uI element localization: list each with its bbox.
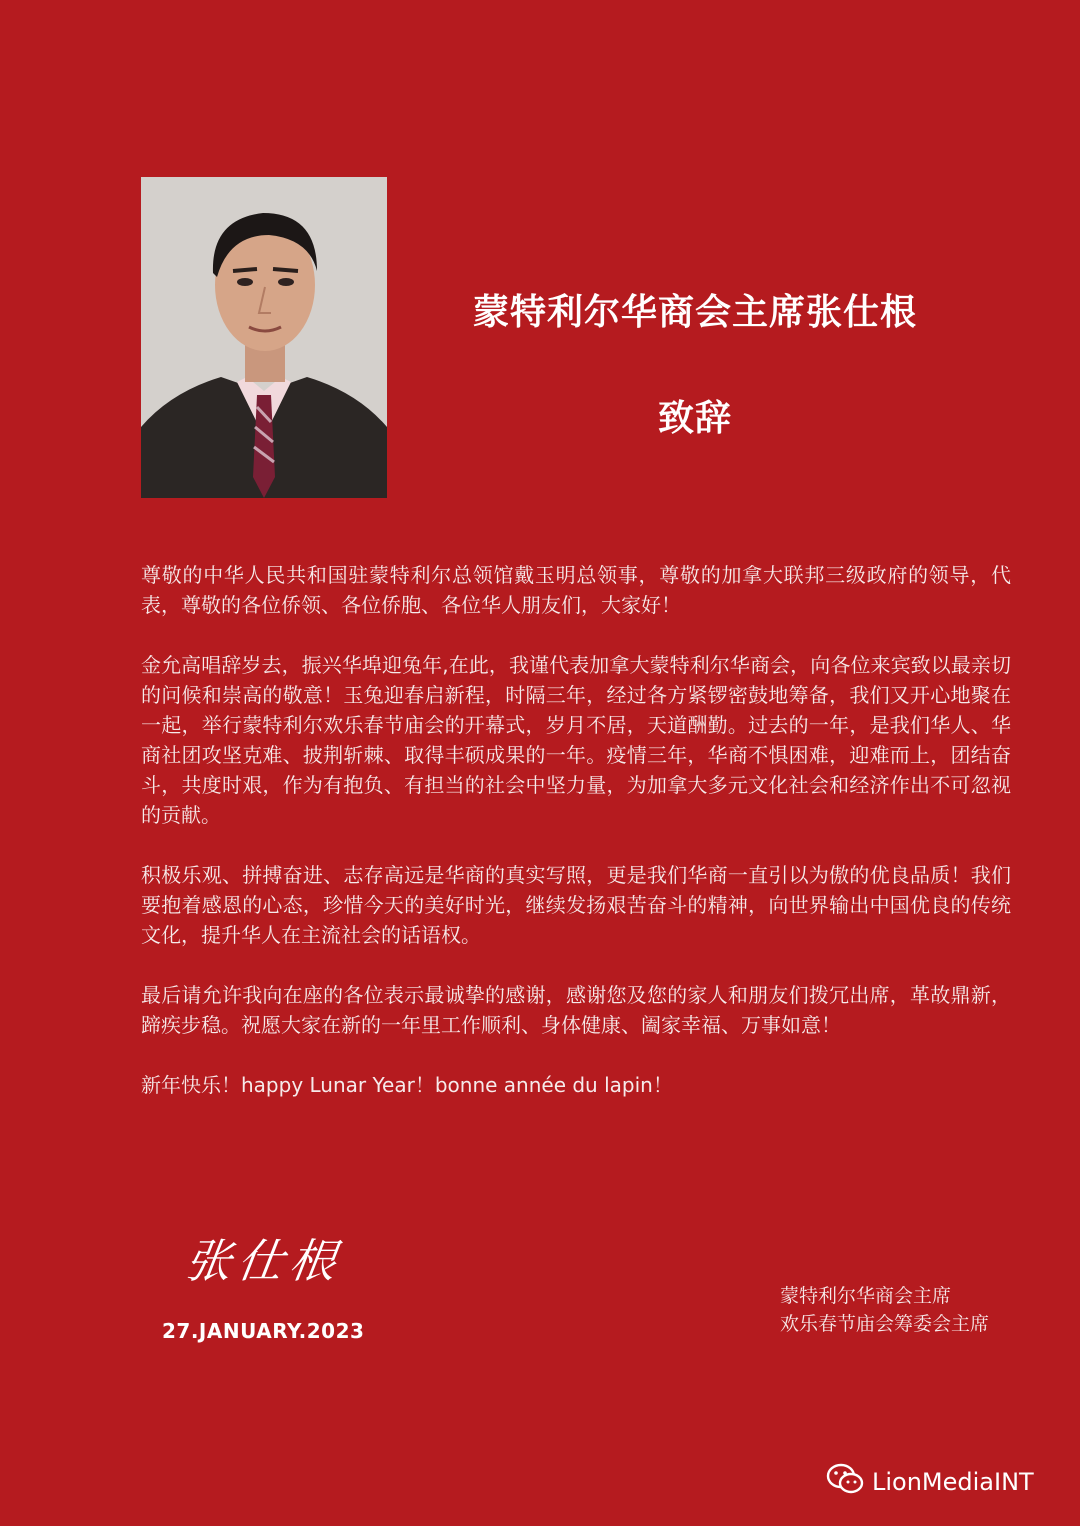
- portrait-illustration: [141, 177, 387, 498]
- signatory-title: 蒙特利尔华商会主席: [780, 1285, 952, 1307]
- portrait-photo: [141, 177, 387, 498]
- paragraph: 最后请允许我向在座的各位表示最诚挚的感谢，感谢您及您的家人和朋友们拨冗出席，革故鼎新，蹄疾步稳。祝愿大家在新的一年里工作顺利、身体健康、阖家幸福、万事如意！: [141, 983, 1011, 1037]
- page-title: 蒙特利尔华商会主席张仕根: [472, 291, 917, 333]
- date: 27.JANUARY.2023: [162, 1319, 365, 1343]
- paragraph: 金允高唱辞岁去，振兴华埠迎兔年,在此，我谨代表加拿大蒙特利尔华商会，向各位来宾致以最亲切的问候和崇高的敬意！玉兔迎春启新程，时隔三年，经过各方紧锣密鼓地筹备，我们又开心地聚在一起，举行蒙特利尔欢乐春节庙会的开幕式，岁月不居，天道酬勤。过去的一年，是我们华人、华商社团攻坚克难、披荆斩棘、取得丰硕成果的一年。疫情三年，华商不惧困难，迎难而上，团结奋斗，共度时艰，作为有抱负、有担当的社会中坚力量，为加拿大多元文化社会和经济作出不可忽视的贡献。: [141, 653, 1011, 827]
- watermark-text: LionMediaINT: [872, 1468, 1034, 1496]
- signatory-title: 欢乐春节庙会筹委会主席: [780, 1313, 990, 1335]
- paragraph: 新年快乐！happy Lunar Year！bonne année du lapin！: [141, 1073, 673, 1097]
- signatory-titles: [780, 1282, 989, 1338]
- paragraph: 尊敬的中华人民共和国驻蒙特利尔总领馆戴玉明总领事，尊敬的加拿大联邦三级政府的领导，代表，尊敬的各位侨领、各位侨胞、各位华人朋友们，大家好！: [141, 563, 1011, 617]
- speech-body: [141, 560, 1011, 1130]
- watermark: [826, 1462, 1034, 1502]
- wechat-icon: [826, 1462, 864, 1502]
- handwritten-signature: 张仕根: [181, 1234, 346, 1288]
- page-subtitle: 致辞: [657, 397, 732, 439]
- paragraph: 积极乐观、拼搏奋进、志存高远是华商的真实写照，更是我们华商一直引以为傲的优良品质！我们要抱着感恩的心态，珍惜今天的美好时光，继续发扬艰苦奋斗的精神，向世界输出中国优良的传统文化，提升华人在主流社会的话语权。: [141, 863, 1011, 947]
